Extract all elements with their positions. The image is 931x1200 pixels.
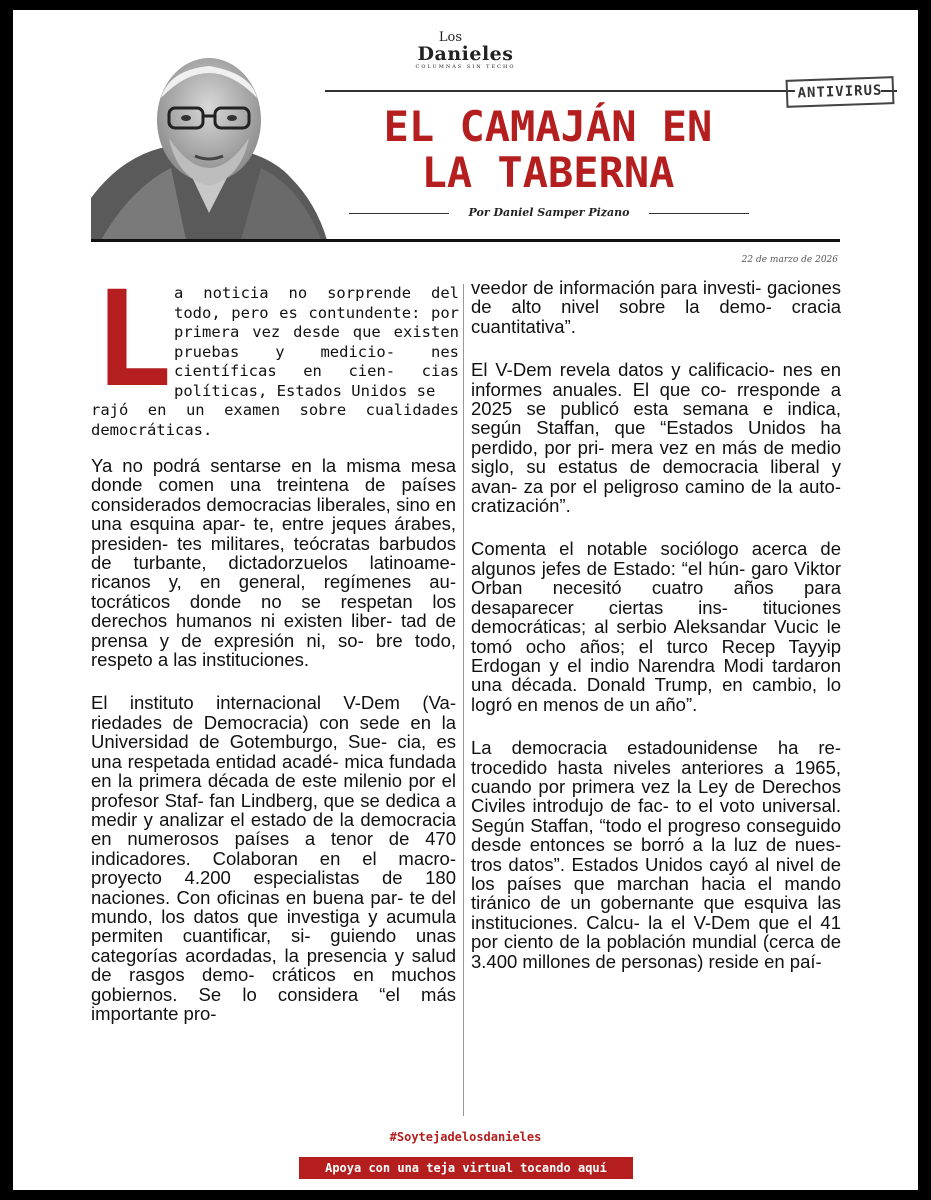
lead-paragraph [91, 263, 459, 456]
publish-date: 22 de marzo de 2026 [741, 255, 838, 265]
paragraph: El V-Dem revela datos y calificacio- nes en informes anuales. El que co- rresponde a 2025 se publicó esta semana e indica, según Staffan, que “Estados Unidos ha perdido, por pri- mera vez en más de medio siglo, su estatus de democracia liberal y avan- za por el peligroso camino de la auto- cratización”. [471, 359, 841, 517]
brand-pre: Los [438, 30, 463, 45]
byline [349, 203, 749, 223]
section-badge: ANTIVIRUS [786, 76, 895, 108]
byline-text: Por Daniel Samper Pizano [468, 206, 630, 219]
paragraph: El instituto internacional V-Dem (Va- riedades de Democracia) con sede en la Universidad de Gotemburgo, Sue- cia, es una respetada entidad acadé- mica fundada en la primera década de este milenio por el profesor Staf- fan Lindberg, que se dedica a medir y analizar el estado de la democracia en numerosos países a tenor de 470 indicadores. Colaboran en el macro- proyecto 4.200 especialistas de 180 naciones. Con oficinas en buena par- te del mundo, los datos que investiga y acumula permiten cuantificar, si- guiendo unas categorías acordadas, la presencia y salud de rasgos demo- cráticos en muchos gobiernos. Se lo considera “el más importante pro- [91, 692, 456, 1024]
paragraph: La democracia estadounidense ha re- trocedido hasta niveles anteriores a 1965, cuando por primera vez la Ley de Derechos Civiles introdujo de fac- to el voto universal. Según Staffan, “todo el progreso conseguido desde entonces se borró a la luz de nues- tros datos”. Estados Unidos cayó al nivel de los países que marchan hacia el mando tiránico de un gobernante que esquiva las instituciones. Calcu- la el V-Dem que el 41 por ciento de la población mundial (cerca de 3.400 millones de personas) reside en paí- [471, 737, 841, 972]
right-column [471, 278, 841, 995]
brand-name: Danieles [417, 43, 514, 65]
title-line-1: EL CAMAJÁN EN [383, 102, 713, 151]
lead-text-continued: rajó en un examen sobre cualidades democráticas. [91, 401, 459, 439]
hashtag: #Soytejadelosdanieles [389, 1130, 542, 1144]
paragraph: Comenta el notable sociólogo acerca de algunos jefes de Estado: “el hún- garo Viktor Orban necesitó cuatro años para desaparecer ciertas ins- tituciones democráticas; al serbio Aleksandar Vucic le tomó ocho años; el turco Recep Tayyip Erdogan y el indio Narendra Modi tardaron una década. Donald Trump, en cambio, lo logró en menos de un año”. [471, 538, 841, 715]
title-line-2: LA TABERNA [421, 148, 675, 197]
header-rule [325, 90, 795, 92]
masthead-rule [91, 239, 840, 242]
support-button[interactable]: Apoya con una teja virtual tocando aquí [299, 1157, 633, 1179]
author-photo [91, 38, 327, 240]
brand-tagline: COLUMNAS SIN TECHO [415, 64, 516, 70]
lead-text: a noticia no sorprende del todo, pero es contundente: por primera vez desde que existen pruebas y medicio- nes científicas en cien- cias políticas, Estados Unidos se [174, 284, 459, 400]
article-title [333, 104, 763, 196]
paragraph: Ya no podrá sentarse en la misma mesa donde comen una treintena de países considerados democracias liberales, sino en una esquina apar- te, entre jeques árabes, presiden- tes militares, teócratas barbudos de turbante, dictadorzuelos latinoame- ricanos y, en general, regímenes au- tocráticos donde no se respetan los derechos humanos ni existen liber- tad de prensa y de expresión ni, so- bre todo, respeto a las instituciones. [91, 455, 456, 671]
article-page [13, 10, 918, 1190]
byline-rule-right [649, 213, 749, 214]
dropcap: L [93, 263, 173, 417]
left-column [91, 263, 459, 1047]
paragraph: veedor de información para investi- gaciones de alto nivel sobre la demo- cracia cuantitativa”. [471, 277, 841, 337]
column-divider [463, 284, 464, 1116]
